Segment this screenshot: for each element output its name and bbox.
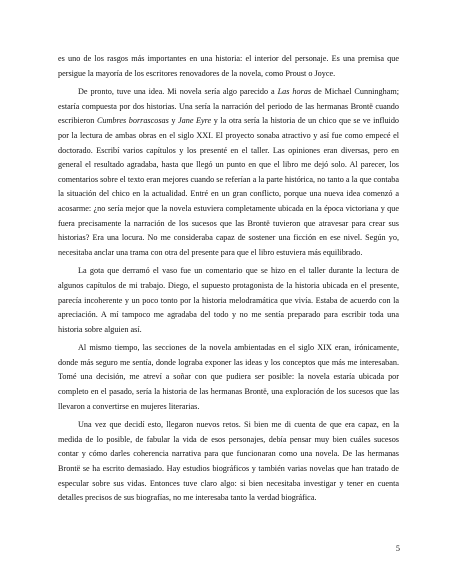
book-title-cumbres-borrascosas: Cumbres borrascosas <box>96 116 169 126</box>
paragraph-3 <box>58 264 399 337</box>
paragraph-2-text-d: y la otra sería la historia de un chico que se ve influido por la lectura de ambas obras en el siglo XXI. El proyecto sonaba atractivo y así fue como empecé el doctorado. Escribí varios capítulos y los presenté en el taller. Las opiniones eran diversas, pero en general el resultado agradaba, hasta que llegó un punto en que el libro me dejó solo. Al parecer, los comentarios sobre el texto eran mejores cuando se referían a la parte histórica, no tanto a la que contaba la situación del chico en la actualidad. Entré en un gran conflicto, porque una nueva idea comenzó a acosarme: ¿no sería mejor que la novela estuviera completamente ubicada en la época victoriana y que fuera precisamente la narración de los sucesos que las Brontë tuvieron que atravesar para crear sus historias? Era una locura. No me consideraba capaz de sostener una ficción en ese nivel. Según yo, necesitaba anclar una trama con otra del presente para que el libro estuviera más equilibrado. <box>58 116 400 257</box>
paragraph-5 <box>58 418 399 506</box>
paragraph-3-text: La gota que derramó el vaso fue un comentario que se hizo en el taller durante la lectura de algunos capítulos de mi trabajo. Diego, el supuesto protagonista de la historia ubicada en el presente, parecía incoherente y un poco tonto por la historia melodramática que vivía. Estaba de acuerdo con la apreciación. A mí tampoco me agradaba del todo y no me sentía preparado para escribir toda una historia sobre alguien así. <box>58 266 399 334</box>
paragraph-1-text: es uno de los rasgos más importantes en una historia: el interior del personaje. Es una premisa que persigue la mayoría de los escritores renovadores de la novela, como Proust o Joyce. <box>58 54 399 78</box>
body-text <box>58 52 399 510</box>
book-title-jane-eyre: Jane Eyre <box>178 116 212 126</box>
paragraph-2-text-b: de Michael Cunningham; estaría compuesta por dos historias. Una sería la narración del periodo de las hermanas Brontë cuando escribieron <box>58 87 399 126</box>
paragraph-2 <box>58 85 399 260</box>
paragraph-2-text-a: De pronto, tuve una idea. Mi novela sería algo parecido a <box>78 87 278 97</box>
paragraph-4 <box>58 341 399 414</box>
paragraph-1 <box>58 52 399 81</box>
paragraph-2-text-c: y <box>168 116 179 126</box>
paragraph-5-text: Una vez que decidí esto, llegaron nuevos retos. Si bien me di cuenta de que era capaz, en la medida de lo posible, de fabular la vida de esos personajes, debía pensar muy bien cuáles sucesos contar y cómo darles coherencia narrativa para que funcionaran como una novela. De las hermanas Brontë se ha escrito demasiado. Hay estudios biográficos y también varias novelas que han tratado de especular sobre sus vidas. Entonces tuve claro algo: si bien necesitaba investigar y tener en cuenta detalles precisos de sus biografías, no me interesaba tanto la verdad biográfica. <box>58 420 399 503</box>
paragraph-4-text: Al mismo tiempo, las secciones de la novela ambientadas en el siglo XIX eran, irónicamente, donde más seguro me sentía, donde lograba exponer las ideas y los conceptos que más me interesaban. Tomé una decisión, me atreví a soñar con que pudiera ser posible: la novela estaría ubicada por completo en el pasado, sería la historia de las hermanas Brontë, una exploración de los sucesos que las llevaron a convertirse en mujeres literarias. <box>58 343 399 411</box>
page-number: 5 <box>395 544 400 553</box>
book-title-las-horas: Las horas <box>277 87 312 97</box>
